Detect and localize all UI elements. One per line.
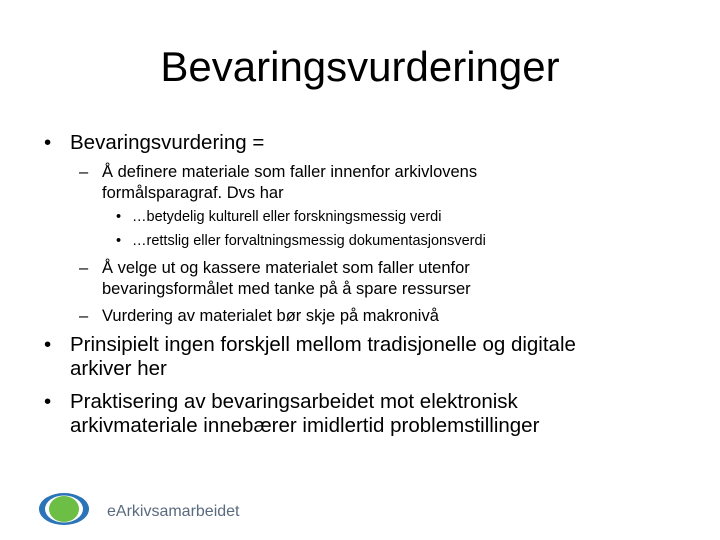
bullet-text-prinsipielt-line1: Prinsipielt ingen forskjell mellom tradisjonelle og digitale: [70, 333, 576, 356]
sub-bullet-text-velge-line2: bevaringsformålet med tanke på å spare ressurser: [102, 280, 471, 298]
sub-sub-bullet-marker: •: [116, 233, 122, 249]
earkiv-logo-icon: [38, 492, 90, 526]
sub-bullet-marker: –: [79, 259, 89, 277]
sub-bullet-text-definere-line1: Å definere materiale som faller innenfor arkivlovens: [102, 163, 478, 181]
sub-bullet-text-velge-line1: Å velge ut og kassere materialet som faller utenfor: [102, 259, 470, 277]
bullet-text-praktisering-line2: arkivmateriale innebærer imidlertid problemstillinger: [70, 414, 540, 437]
footer-org-name: eArkivsamarbeidet: [107, 503, 240, 520]
sub-sub-bullet-text-rettslig: …rettslig eller forvaltningsmessig dokumentasjonsverdi: [132, 233, 486, 249]
bullet-text-praktisering-line1: Praktisering av bevaringsarbeidet mot elektronisk: [70, 390, 518, 413]
bullet-text-bevaringsvurdering: Bevaringsvurdering =: [70, 131, 265, 154]
sub-bullet-text-makroniva: Vurdering av materialet bør skje på makronivå: [102, 307, 439, 325]
bullet-marker: •: [44, 131, 52, 154]
bullet-marker: •: [44, 333, 52, 356]
slide-title: Bevaringsvurderinger: [160, 43, 560, 90]
sub-bullet-text-definere-line2: formålsparagraf. Dvs har: [102, 184, 284, 202]
sub-sub-bullet-text-kulturell: …betydelig kulturell eller forskningsmessig verdi: [132, 209, 442, 225]
sub-bullet-marker: –: [79, 307, 89, 325]
bullet-text-prinsipielt-line2: arkiver her: [70, 357, 167, 380]
sub-sub-bullet-marker: •: [116, 209, 122, 225]
bullet-marker: •: [44, 390, 52, 413]
sub-bullet-marker: –: [79, 163, 89, 181]
